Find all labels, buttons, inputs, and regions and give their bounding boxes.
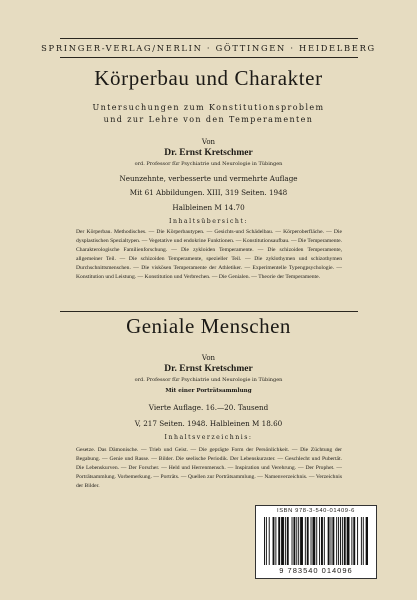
barcode-bar (300, 517, 303, 565)
book2-edition: Vierte Auflage. 16.—20. Tausend (148, 403, 269, 412)
book1-von: Von (201, 138, 216, 146)
barcode-bar (298, 517, 299, 565)
book1-details: Mit 61 Abbildungen. XIII, 319 Seiten. 1948 (129, 188, 288, 197)
barcode-bar (338, 517, 339, 565)
barcode-bar (275, 517, 276, 565)
barcode-bar (363, 517, 364, 565)
barcode-label (255, 505, 377, 579)
barcode-bar (361, 517, 362, 565)
barcode-bar (273, 517, 275, 565)
barcode-icon (264, 517, 368, 565)
barcode-bar (321, 517, 323, 565)
book1-subtitle-line2: und zur Lehre von den Temperamenten (103, 115, 314, 124)
barcode-bar (311, 517, 312, 565)
book1-affiliation: ord. Professor für Psychiatrie und Neurologie in Tübingen (134, 161, 283, 167)
book2-contents: Gesetze. Das Dämonische. — Trieb und Geist. — Die geprägte Form der Persönlichkeit. — Die Züchtung der Begabung. — Genie und Rasse. — Bilder. Die seelische Periodik. Der Lebenskurzster. — Geschlecht und Pubertät. Die Lebenskurven. — Der Forscher. — Held und Herrenmensch. — Inspiration und Verehrung. — Der Prophet. — Porträtsammlung. Vorbemerkung. — Porträts. — Quellen zur Porträtsammlung. — Namenverzeichnis. — Verzeichnis der Bilder. (76, 447, 342, 490)
barcode-bar (336, 517, 337, 565)
top-rule (60, 38, 358, 39)
book2-affiliation: ord. Professor für Psychiatrie und Neurologie in Tübingen (134, 377, 283, 383)
barcode-bar (293, 517, 295, 565)
barcode-bar (281, 517, 284, 565)
barcode-bar (287, 517, 289, 565)
barcode-bar (296, 517, 297, 565)
publisher-rule (60, 57, 358, 58)
barcode-bar (312, 517, 315, 565)
book1-title: Körperbau und Charakter (94, 66, 323, 90)
section-rule (60, 311, 358, 312)
barcode-bar (316, 517, 317, 565)
barcode-bar (357, 517, 358, 565)
book2-details: V, 217 Seiten. 1948. Halbleinen M 18.60 (134, 419, 283, 428)
barcode-bar (324, 517, 325, 565)
book2-contents-heading: Inhaltsverzeichnis: (164, 434, 253, 441)
barcode-bar (264, 517, 265, 565)
book1-price: Halbleinen M 14.70 (172, 203, 245, 212)
barcode-bar (332, 517, 334, 565)
barcode-bar (266, 517, 267, 565)
book2-von: Von (201, 354, 216, 362)
barcode-bar (278, 517, 280, 565)
barcode-bar (353, 517, 355, 565)
barcode-bar (292, 517, 293, 565)
book1-contents: Der Körperbau. Methodisches. — Die Körperbautypen. — Gesichts-und Schädelbau. — Körperoberfläche. — Die dysplastischen Spezialtypen. — Vegetative und endokrine Funktionen. — Konstitutionsaufbau. — Die Temperamente. Charakterologische Familienforschung. — Die zykloiden Temperamente. — Die schizoiden Temperamente, allgemeiner Teil. — Die schizoiden Temperamente, spezieller Teil. — Die zyklothymen und schizothymen Durchschnittsmenschen. — Die viskösen Temperamente der Athletiker. — Experimentelle Typengpsychologie. — Konstitution und Leistung. — Konstitution und Verbrechen. — Die Genialen. — Theorie der Temperamente. (76, 229, 342, 281)
barcode-bar (307, 517, 309, 565)
barcode-bar (344, 517, 346, 565)
barcode-bar (351, 517, 352, 565)
barcode-bar (342, 517, 343, 565)
publisher-line: SPRINGER-VERLAG/NERLIN · GÖTTINGEN · HEIDELBERG (41, 43, 376, 53)
barcode-digits: 9 783540 014096 (279, 566, 353, 575)
barcode-bar (366, 517, 368, 565)
barcode-bar (305, 517, 306, 565)
barcode-bar (340, 517, 341, 565)
book1-author: Dr. Ernst Kretschmer (164, 148, 253, 158)
book1-edition: Neunzehnte, verbesserte und vermehrte Auflage (119, 174, 298, 183)
isbn-text: ISBN 978-3-540-01409-6 (277, 508, 355, 514)
barcode-bar (347, 517, 350, 565)
barcode-bar (331, 517, 332, 565)
book1-contents-heading: Inhaltsübersicht: (169, 218, 248, 225)
book2-portrait-note: Mit einer Porträtsammlung (165, 388, 252, 394)
book2-author: Dr. Ernst Kretschmer (164, 364, 253, 374)
book1-subtitle-line1: Untersuchungen zum Konstitutionsproblem (92, 103, 325, 112)
barcode-bar (269, 517, 270, 565)
barcode-bar (328, 517, 330, 565)
barcode-bar (285, 517, 286, 565)
book2-title: Geniale Menschen (126, 314, 291, 338)
barcode-bar (319, 517, 320, 565)
